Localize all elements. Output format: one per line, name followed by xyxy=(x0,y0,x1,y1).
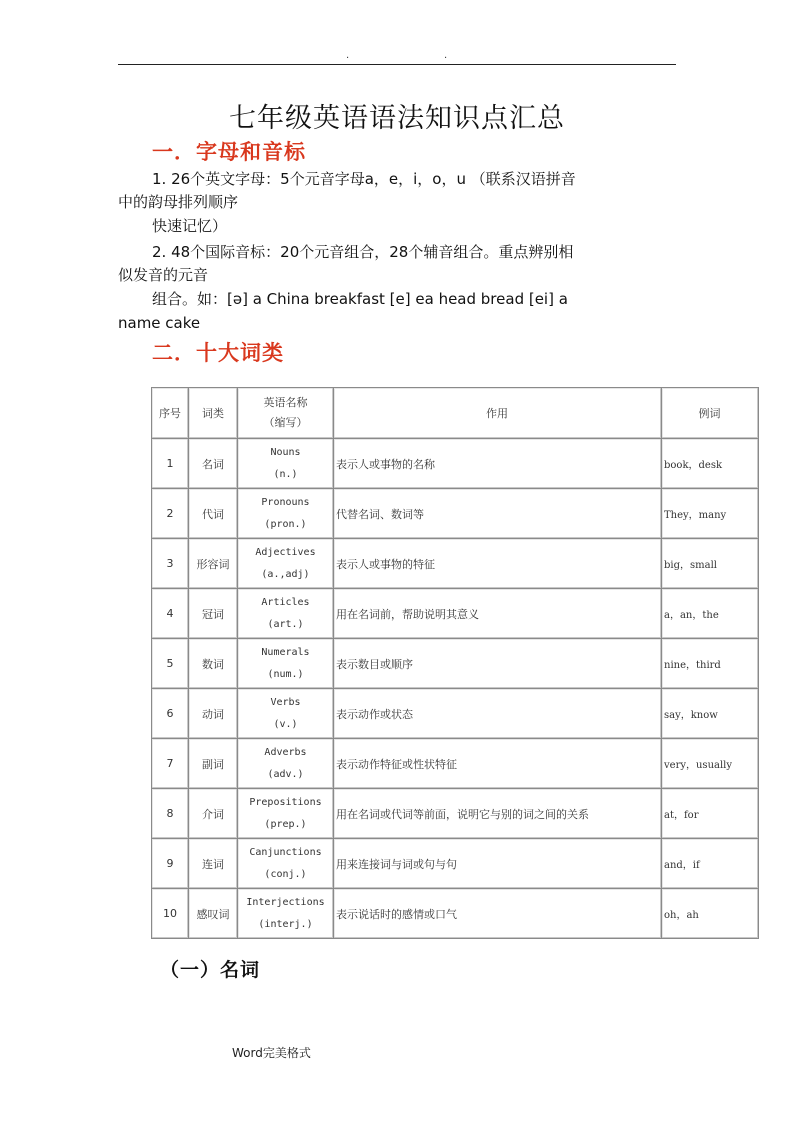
paragraph-line: 2. 48个国际音标：20个元音组合，28个辅音组合。重点辨别相 xyxy=(152,243,574,261)
cell-name-abbr: (v.) xyxy=(273,718,298,730)
cell-no: 3 xyxy=(152,539,189,589)
cell-type: 介词 xyxy=(189,789,238,839)
header-func: 作用 xyxy=(334,388,662,439)
cell-example: say，know xyxy=(662,689,759,739)
cell-no: 5 xyxy=(152,639,189,689)
table-row xyxy=(152,489,759,539)
cell-no: 8 xyxy=(152,789,189,839)
section-heading-letters: 一．字母和音标 xyxy=(152,139,306,164)
cell-name-en: Prepositions xyxy=(249,796,322,808)
cell-func: 表示数目或顺序 xyxy=(334,639,662,689)
cell-name-abbr: (n.) xyxy=(273,468,298,480)
cell-example: They，many xyxy=(662,489,759,539)
page-header xyxy=(0,50,794,64)
cell-func: 表示人或事物的特征 xyxy=(334,539,662,589)
cell-example: oh，ah xyxy=(662,889,759,939)
table-row xyxy=(152,839,759,889)
section-heading-word-classes: 二．十大词类 xyxy=(152,340,284,365)
header-no: 序号 xyxy=(152,388,189,439)
cell-func: 表示人或事物的名称 xyxy=(334,439,662,489)
cell-type: 形容词 xyxy=(189,539,238,589)
cell-example: a，an，the xyxy=(662,589,759,639)
cell-name-en: Adjectives xyxy=(255,546,316,558)
cell-name xyxy=(238,739,334,789)
cell-name xyxy=(238,639,334,689)
table-row xyxy=(152,689,759,739)
header-type: 词类 xyxy=(189,388,238,439)
cell-name-abbr: (pron.) xyxy=(264,518,307,530)
cell-name xyxy=(238,839,334,889)
cell-name xyxy=(238,789,334,839)
subsection-heading-nouns: （一）名词 xyxy=(160,959,261,981)
cell-name-en: Nouns xyxy=(270,446,301,458)
cell-name-abbr: (conj.) xyxy=(264,868,307,880)
cell-name xyxy=(238,539,334,589)
cell-type: 代词 xyxy=(189,489,238,539)
cell-name-en: Numerals xyxy=(261,646,310,658)
cell-name-en: Pronouns xyxy=(261,496,310,508)
cell-no: 7 xyxy=(152,739,189,789)
header-dot-left: . xyxy=(346,50,350,61)
cell-name-en: Interjections xyxy=(246,896,325,908)
cell-no: 1 xyxy=(152,439,189,489)
cell-name xyxy=(238,489,334,539)
paragraph-line: 似发音的元音 xyxy=(118,266,209,284)
header-rule xyxy=(118,64,676,65)
cell-no: 6 xyxy=(152,689,189,739)
cell-name-en: Canjunctions xyxy=(249,846,322,858)
table-row xyxy=(152,539,759,589)
cell-name-abbr: (adv.) xyxy=(267,768,304,780)
cell-type: 数词 xyxy=(189,639,238,689)
cell-type: 副词 xyxy=(189,739,238,789)
table-row xyxy=(152,789,759,839)
cell-func: 用在名词前，帮助说明其意义 xyxy=(334,589,662,639)
table-row xyxy=(152,889,759,939)
cell-type: 动词 xyxy=(189,689,238,739)
paragraph-line: 中的韵母排列顺序 xyxy=(118,193,239,211)
table-row xyxy=(152,589,759,639)
cell-example: at，for xyxy=(662,789,759,839)
page-footer: Word完美格式 xyxy=(232,1046,311,1060)
cell-name xyxy=(238,889,334,939)
cell-func: 用在名词或代词等前面，说明它与别的词之间的关系 xyxy=(334,789,662,839)
cell-example: very，usually xyxy=(662,739,759,789)
cell-func: 表示动作或状态 xyxy=(334,689,662,739)
cell-name-abbr: (art.) xyxy=(267,618,304,630)
header-example: 例词 xyxy=(662,388,759,439)
table-row xyxy=(152,639,759,689)
paragraph-line: 快速记忆） xyxy=(152,217,228,235)
word-class-table xyxy=(151,387,749,930)
document-title: 七年级英语语法知识点汇总 xyxy=(229,103,565,134)
cell-name-abbr: (num.) xyxy=(267,668,304,680)
cell-func: 用来连接词与词或句与句 xyxy=(334,839,662,889)
cell-no: 10 xyxy=(152,889,189,939)
paragraph-line: 1. 26个英文字母：5个元音字母a，e，i，o，u （联系汉语拼音 xyxy=(152,170,576,188)
header-name-line2: （缩写） xyxy=(263,416,308,429)
cell-type: 冠词 xyxy=(189,589,238,639)
table-row xyxy=(152,439,759,489)
paragraph-line: name cake xyxy=(118,314,201,332)
cell-name-en: Verbs xyxy=(270,696,301,708)
cell-func: 表示说话时的感情或口气 xyxy=(334,889,662,939)
cell-name-en: Articles xyxy=(261,596,310,608)
table-row xyxy=(152,739,759,789)
cell-name xyxy=(238,589,334,639)
cell-name-en: Adverbs xyxy=(264,746,307,758)
header-dot-right: . xyxy=(444,50,448,61)
cell-type: 感叹词 xyxy=(189,889,238,939)
cell-name-abbr: (interj.) xyxy=(258,918,313,930)
header-name-line1: 英语名称 xyxy=(263,396,308,409)
cell-func: 代替名词、数词等 xyxy=(334,489,662,539)
cell-name xyxy=(238,439,334,489)
cell-example: nine，third xyxy=(662,639,759,689)
cell-name xyxy=(238,689,334,739)
cell-func: 表示动作特征或性状特征 xyxy=(334,739,662,789)
cell-no: 4 xyxy=(152,589,189,639)
cell-no: 2 xyxy=(152,489,189,539)
cell-example: big，small xyxy=(662,539,759,589)
cell-name-abbr: (prep.) xyxy=(264,818,307,830)
cell-type: 名词 xyxy=(189,439,238,489)
cell-type: 连词 xyxy=(189,839,238,889)
paragraph-line: 组合。如：[ə] a China breakfast [e] ea head bread [ei] a xyxy=(152,290,568,308)
cell-example: book，desk xyxy=(662,439,759,489)
table-header-row xyxy=(152,388,759,439)
cell-example: and，if xyxy=(662,839,759,889)
cell-name-abbr: (a.,adj) xyxy=(261,568,310,580)
header-name xyxy=(238,388,334,439)
cell-no: 9 xyxy=(152,839,189,889)
